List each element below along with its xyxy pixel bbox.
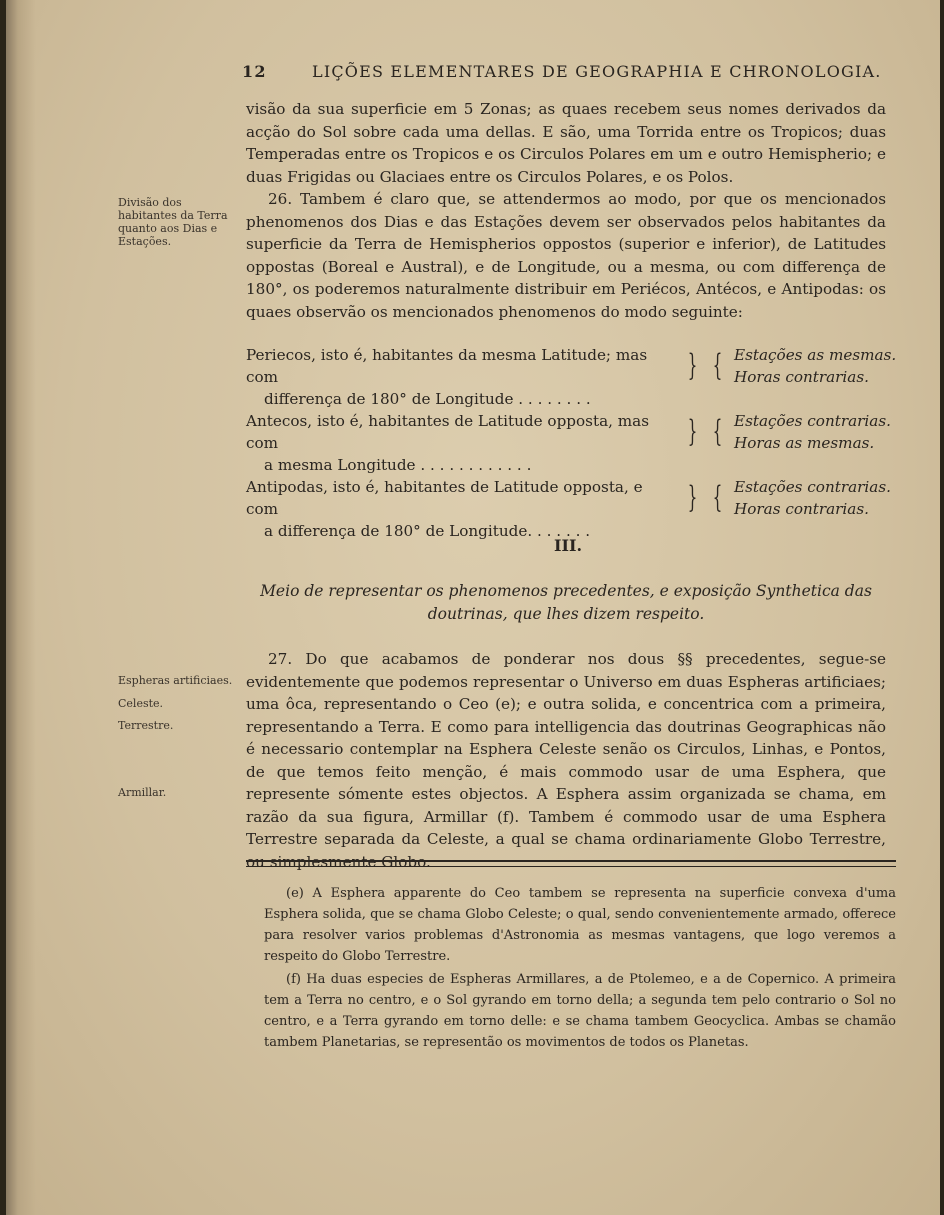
- section-number: III.: [554, 536, 583, 555]
- footnotes: [264, 883, 896, 1055]
- left-brace-icon: {: [712, 480, 723, 515]
- row-right-line: Estações contrarias.: [734, 478, 891, 496]
- row-right-line: Horas contrarias.: [734, 368, 869, 386]
- comparison-table: [246, 344, 896, 542]
- running-title: LIÇÕES ELEMENTARES DE GEOGRAPHIA E CHRONOLOGIA.: [312, 62, 882, 81]
- margin-note-artificial: Espheras artificiaes.: [118, 674, 233, 687]
- section-title: Meio de representar os phenomenos precedentes, e exposição Synthetica das doutrinas, que lhes dizem respeito.: [260, 582, 872, 623]
- main-text-top: [246, 98, 886, 323]
- table-row: [246, 410, 896, 474]
- margin-note-armillar: Armillar.: [118, 786, 167, 799]
- row-right-line: Horas as mesmas.: [734, 434, 875, 452]
- footnote-rule-thin: [246, 866, 896, 867]
- row-left-line: Periecos, isto é, habitantes da mesma Latitude; mas com: [246, 346, 648, 386]
- page-header: [242, 62, 900, 92]
- main-text-bottom: [246, 648, 886, 873]
- paragraph-26: 26. Tambem é claro que, se attendermos ao modo, por que os mencionados phenomenos dos Dias e das Estações devem ser observados pelos habitantes da superficie da Terra de Hemispherios oppostos (superior e inferior), de Latitudes oppostas (Boreal e Austral), e de Longitude, ou a mesma, ou com differença de 180°, os poderemos naturalmente distribuir em Periécos, Antécos, e Antipodas: os quaes observão os mencionados phenomenos do modo seguinte:: [246, 190, 886, 321]
- row-left-line: Antecos, isto é, habitantes de Latitude opposta, mas com: [246, 412, 650, 452]
- table-row: [246, 344, 897, 408]
- margin-note-terrestre: Terrestre.: [118, 719, 174, 732]
- footnote-e: (e) A Esphera apparente do Ceo tambem se representa na superficie convexa d'uma Esphera solida, que se chama Globo Celeste; o qual, sendo convenientemente armado, offerece para resolver varios problemas d'Astronomia as mesmas vantagens, que logo veremos a respeito do Globo Terrestre.: [264, 886, 896, 964]
- footnote-f: (f) Ha duas especies de Espheras Armillares, a de Ptolemeo, e a de Copernico. A primeira tem a Terra no centro, e o Sol gyrando em torno della; a segunda tem pelo contrario o Sol no centro, e a Terra gyrando em torno delle: e se chama tambem Geocyclica. Ambas se chamão tambem Planetarias, se representão os movimentos de todos os Planetas.: [264, 972, 896, 1050]
- right-brace-icon: }: [687, 348, 698, 383]
- book-page: [6, 0, 940, 1215]
- page-number: 12: [242, 62, 267, 81]
- row-left-line: a mesma Longitude . . . . . . . . . . . .: [264, 456, 532, 474]
- table-row: [246, 476, 896, 540]
- left-brace-icon: {: [712, 414, 723, 449]
- footnote-rule: [246, 860, 896, 862]
- row-right-line: Estações contrarias.: [734, 412, 891, 430]
- left-brace-icon: {: [712, 348, 723, 383]
- margin-note-division: Divisão dos habitantes da Terra quanto aos Dias e Estações.: [118, 196, 228, 248]
- row-left-line: Antipodas, isto é, habitantes de Latitude opposta, e com: [246, 478, 643, 518]
- page-binding-edge: [6, 0, 36, 1215]
- row-right-line: Estações as mesmas.: [734, 346, 897, 364]
- paragraph-zones: visão da sua superficie em 5 Zonas; as quaes recebem seus nomes derivados da acção do Sol sobre cada uma dellas. E são, uma Torrida entre os Tropicos; duas Temperadas entre os Tropicos e os Circulos Polares em um e outro Hemispherio; e duas Frigidas ou Glaciaes entre os Circulos Polares, e os Polos.: [246, 100, 886, 186]
- row-left-line: a differença de 180° de Longitude. . . . . . .: [264, 522, 591, 540]
- paragraph-27: 27. Do que acabamos de ponderar nos dous §§ precedentes, segue-se evidentemente que podemos representar o Universo em duas Espheras artificiaes; uma ôca, representando o Ceo (e); e outra solida, e concentrica com a primeira, representando a Terra. E como para intelligencia das doutrinas Geographicas não é necessario contemplar na Esphera Celeste senão os Circulos, Linhas, e Pontos, de que temos feito menção, é mais commodo usar de uma Esphera, que represente sómente estes objectos. A Esphera assim organizada se chama, em razão da sua figura, Armillar (f). Tambem é commodo usar de uma Esphera Terrestre separada da Celeste, a qual se chama ordinariamente Globo Terrestre, ou simplesmente Globo.: [246, 650, 886, 871]
- right-brace-icon: }: [687, 414, 698, 449]
- row-right-line: Horas contrarias.: [734, 500, 869, 518]
- row-left-line: differença de 180° de Longitude . . . . . . . .: [264, 390, 591, 408]
- margin-note-celeste: Celeste.: [118, 697, 164, 710]
- right-brace-icon: }: [687, 480, 698, 515]
